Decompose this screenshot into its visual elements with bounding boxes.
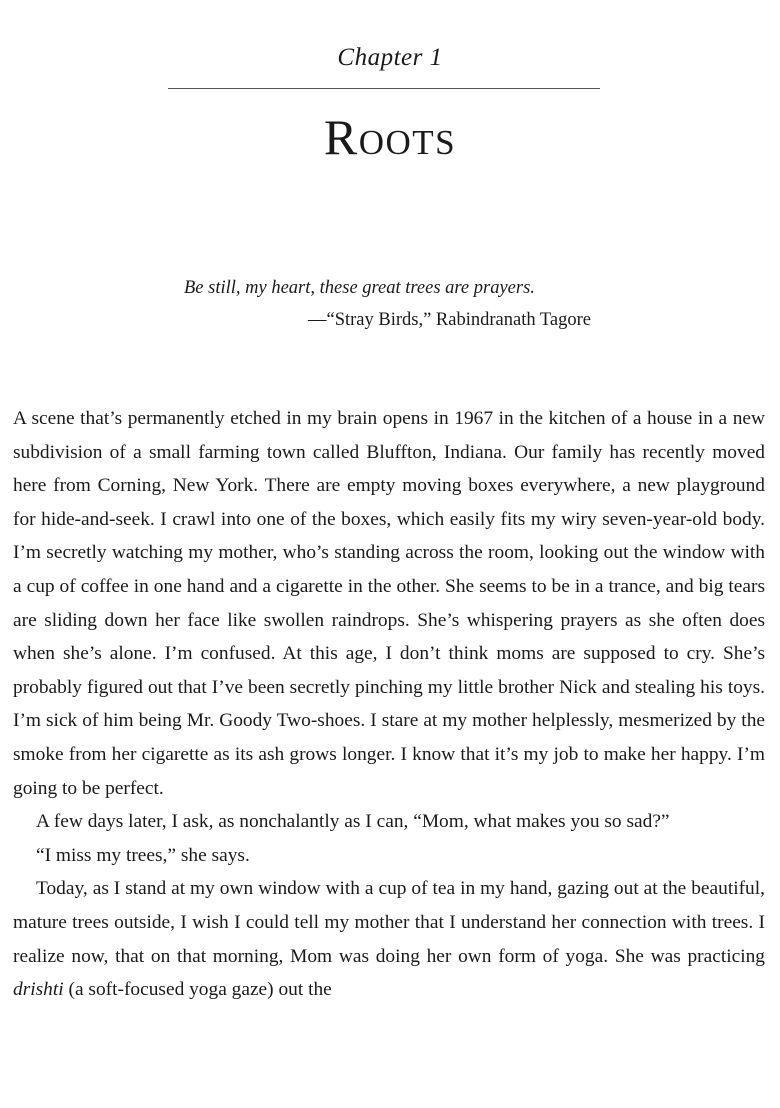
paragraph-1: A scene that’s permanently etched in my brain opens in 1967 in the kitchen of a house in a new subdivision of a small farming town called Bluffton, Indiana. Our family has recently moved here from Corning, New York. There are empty moving boxes everywhere, a new playground for hide-and-seek. I crawl into one of the boxes, which easily fits my wiry seven-year-old body. I’m secretly watching my mother, who’s standing across the room, looking out the window with a cup of coffee in one hand and a cigarette in the other. She seems to be in a trance, and big tears are sliding down her face like swollen raindrops. She’s whispering prayers as she often does when she’s alone. I’m confused. At this age, I don’t think moms are supposed to cry. She’s probably figured out that I’ve been secretly pinching my little brother Nick and stealing his toys. I’m sick of him being Mr. Goody Two-shoes. I stare at my mother helplessly, mesmerized by the smoke from her cigarette as its ash grows longer. I know that it’s my job to make her happy. I’m going to be perfect. — [13, 408, 765, 799]
paragraph-2: A few days later, I ask, as nonchalantly as I can, “Mom, what makes you so sad?” — [36, 811, 670, 833]
epigraph-quote: Be still, my heart, these great trees are prayers. — [184, 278, 535, 298]
paragraph-4-text-start: Today, as I stand at my own window with a cup of tea in my hand, gazing out at the beautiful, mature trees outside, I wish I could tell my mother that I understand her connection with trees. I realize now, that on that morning, Mom was doing her own form of yoga. She was practicing — [13, 878, 765, 967]
body-text — [13, 402, 765, 1007]
paragraph-3: “I miss my trees,” she says. — [36, 844, 250, 866]
paragraph-4-text-end: (a soft-focused yoga gaze) out the — [63, 979, 332, 1001]
chapter-divider-rule — [168, 88, 600, 89]
chapter-title: Roots — [323, 109, 457, 165]
epigraph-attribution: —“Stray Birds,” Rabindranath Tagore — [308, 310, 591, 330]
drishti-term: drishti — [13, 979, 64, 1001]
paragraph-4 — [13, 872, 765, 1006]
epigraph — [184, 272, 644, 336]
chapter-label: Chapter 1 — [337, 44, 443, 71]
